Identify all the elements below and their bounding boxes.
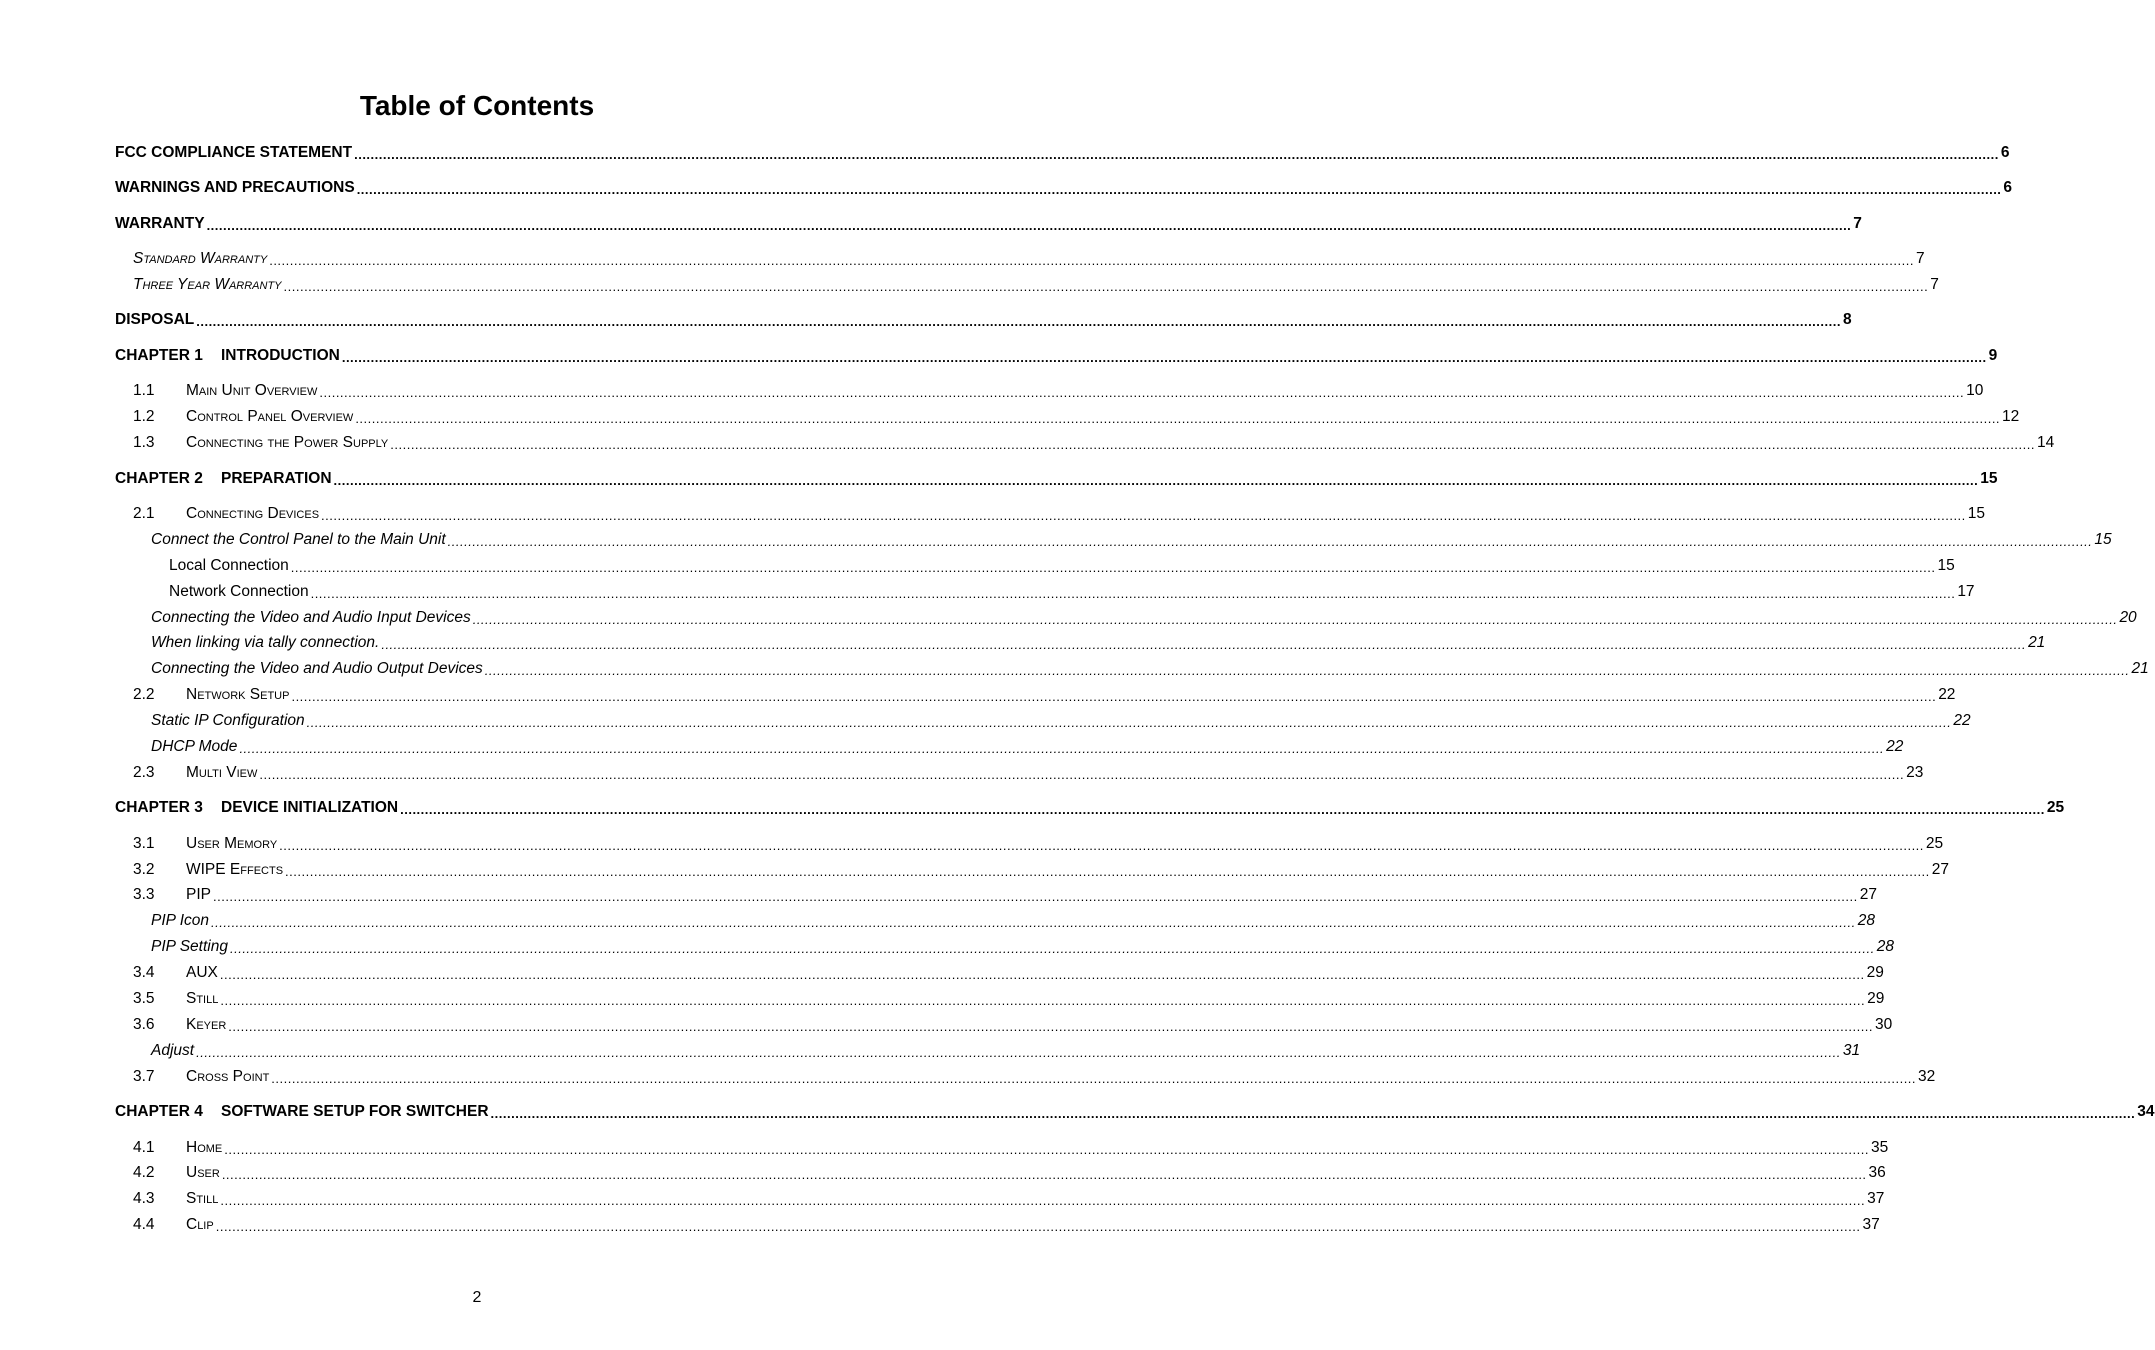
toc-entry-number: 1.3	[133, 434, 155, 451]
toc-entry[interactable]	[115, 797, 2065, 819]
toc-entry-page: 27	[1859, 886, 1877, 903]
toc-entry-label: DEVICE INITIALIZATION	[221, 799, 399, 816]
toc-entry-number: 2.1	[133, 505, 155, 522]
toc-entry[interactable]	[151, 658, 2149, 680]
toc-entry[interactable]	[133, 1014, 1893, 1036]
dot-leader: ................................................................................................................................................................................................................................................................................................................................................................................................................	[291, 689, 1937, 704]
toc-entry[interactable]	[133, 1214, 1880, 1236]
dot-leader: ................................................................................................................................................................................................................................................................................................................................................................................................................	[490, 1106, 2136, 1121]
toc-entry-label: AUX	[186, 964, 218, 981]
toc-entry-page: 15	[1980, 470, 1998, 487]
toc-entry[interactable]	[133, 406, 2020, 428]
toc-entry-number: 3.5	[133, 990, 155, 1007]
toc-entry-page: 25	[2046, 799, 2065, 816]
toc-entry-label: Standard Warranty	[133, 250, 268, 267]
dot-leader: ................................................................................................................................................................................................................................................................................................................................................................................................................	[319, 385, 1965, 400]
toc-entry-page: 25	[1925, 835, 1944, 852]
dot-leader: ................................................................................................................................................................................................................................................................................................................................................................................................................	[269, 253, 1914, 268]
toc-entry-page: 30	[1875, 1016, 1893, 1033]
dot-leader: ................................................................................................................................................................................................................................................................................................................................................................................................................	[228, 1019, 1874, 1034]
toc-entry-number: 3.3	[133, 886, 155, 903]
toc-entry-label: DISPOSAL	[115, 311, 195, 328]
toc-entry-number: 3.4	[133, 964, 155, 981]
page-title: Table of Contents	[359, 90, 595, 121]
toc-entry-page: 22	[1886, 738, 1904, 755]
toc-entry[interactable]	[133, 1137, 1889, 1159]
toc-entry-page: 9	[1988, 347, 1998, 364]
toc-entry-page: 10	[1966, 382, 1984, 399]
toc-entry[interactable]	[133, 684, 1956, 706]
toc-entry-page: 15	[2094, 531, 2112, 548]
toc-entry[interactable]	[115, 468, 1998, 490]
toc-entry-number: CHAPTER 4	[115, 1103, 203, 1120]
dot-leader: ................................................................................................................................................................................................................................................................................................................................................................................................................	[221, 1167, 1867, 1182]
toc-entry[interactable]	[133, 432, 2055, 454]
toc-entry[interactable]	[151, 632, 2046, 654]
toc-entry[interactable]	[151, 529, 2112, 551]
toc-entry[interactable]	[115, 345, 1998, 367]
toc-entry-label: Connecting Devices	[186, 505, 320, 522]
dot-leader: ................................................................................................................................................................................................................................................................................................................................................................................................................	[355, 411, 2001, 426]
toc-entry-label: Still	[186, 1190, 219, 1207]
toc-entry-label: Multi View	[186, 764, 258, 781]
toc-entry-number: 4.2	[133, 1164, 155, 1181]
toc-entry-label: User Memory	[186, 835, 278, 852]
toc-entry-label: Cross Point	[186, 1068, 270, 1085]
toc-entry[interactable]	[133, 884, 1877, 906]
toc-entry-label: User	[186, 1164, 220, 1181]
toc-entry[interactable]	[169, 555, 1955, 577]
toc-entry[interactable]	[151, 910, 1875, 932]
toc-entry[interactable]	[133, 1162, 1886, 1184]
toc-entry-page: 34	[2137, 1103, 2155, 1120]
toc-entry[interactable]	[151, 607, 2137, 629]
toc-entry-number: 3.7	[133, 1068, 155, 1085]
toc-entry-label: FCC COMPLIANCE STATEMENT	[115, 144, 353, 161]
toc-entry-page: 22	[1938, 686, 1956, 703]
toc-entry[interactable]	[115, 142, 2010, 164]
toc-entry-number: 4.4	[133, 1216, 155, 1233]
dot-leader: ................................................................................................................................................................................................................................................................................................................................................................................................................	[279, 838, 1924, 853]
toc-entry[interactable]	[151, 736, 1904, 758]
toc-entry[interactable]	[151, 1040, 1861, 1062]
toc-entry-page: 21	[2028, 634, 2046, 651]
toc-entry-number: 3.6	[133, 1016, 155, 1033]
toc-entry[interactable]	[133, 274, 1939, 296]
dot-leader: ................................................................................................................................................................................................................................................................................................................................................................................................................	[259, 767, 1905, 782]
toc-entry-label: WIPE Effects	[186, 861, 284, 878]
toc-entry-label: Keyer	[186, 1016, 227, 1033]
toc-entry-page: 14	[2037, 434, 2055, 451]
toc-entry-label: PIP Icon	[151, 912, 210, 929]
dot-leader: ................................................................................................................................................................................................................................................................................................................................................................................................................	[220, 1193, 1866, 1208]
dot-leader: ................................................................................................................................................................................................................................................................................................................................................................................................................	[212, 889, 1858, 904]
toc-entry-page: 29	[1866, 964, 1884, 981]
toc-entry[interactable]	[169, 581, 1975, 603]
toc-entry-label: Local Connection	[169, 557, 289, 574]
dot-leader: ................................................................................................................................................................................................................................................................................................................................................................................................................	[285, 864, 1930, 879]
toc-entry[interactable]	[133, 1066, 1936, 1088]
toc-entry-label: SOFTWARE SETUP FOR SWITCHER	[221, 1103, 489, 1120]
dot-leader: ................................................................................................................................................................................................................................................................................................................................................................................................................	[206, 218, 1852, 233]
toc-entry-page: 7	[1853, 215, 1862, 232]
dot-leader: ................................................................................................................................................................................................................................................................................................................................................................................................................	[220, 993, 1866, 1008]
toc-entry-label: Connecting the Video and Audio Output Devices	[151, 660, 483, 677]
toc-entry-label: Static IP Configuration	[151, 712, 305, 729]
toc-entry-number: 3.2	[133, 861, 155, 878]
toc-entry[interactable]	[115, 213, 1862, 235]
toc-entry-page: 12	[2002, 408, 2020, 425]
dot-leader: ................................................................................................................................................................................................................................................................................................................................................................................................................	[310, 586, 1956, 601]
toc-entry-page: 20	[2119, 609, 2137, 626]
toc-entry[interactable]	[151, 710, 1971, 732]
toc-entry-label: Network Setup	[186, 686, 290, 703]
toc-entry-label: Adjust	[151, 1042, 195, 1059]
toc-entry-label: Connect the Control Panel to the Main Unit	[151, 531, 446, 548]
toc-entry-page: 23	[1906, 764, 1924, 781]
dot-leader: ................................................................................................................................................................................................................................................................................................................................................................................................................	[229, 941, 1875, 956]
toc-entry-page: 22	[1953, 712, 1971, 729]
toc-entry-label: Main Unit Overview	[186, 382, 318, 399]
toc-entry-label: Connecting the Power Supply	[186, 434, 389, 451]
dot-leader: ................................................................................................................................................................................................................................................................................................................................................................................................................	[447, 534, 2093, 549]
dot-leader: ................................................................................................................................................................................................................................................................................................................................................................................................................	[219, 967, 1865, 982]
dot-leader: ................................................................................................................................................................................................................................................................................................................................................................................................................	[283, 279, 1929, 294]
toc-entry-number: 4.3	[133, 1190, 155, 1207]
toc-entry-page: 37	[1862, 1216, 1880, 1233]
toc-entry-page: 37	[1867, 1190, 1885, 1207]
toc-entry-page: 28	[1876, 938, 1894, 955]
toc-entry-label: Home	[186, 1139, 223, 1156]
toc-entry[interactable]	[133, 503, 1986, 525]
toc-entry-page: 21	[2131, 660, 2149, 677]
toc-entry-number: 1.2	[133, 408, 155, 425]
toc-entry-page: 17	[1957, 583, 1975, 600]
toc-entry-page: 15	[1937, 557, 1955, 574]
toc-entry-label: Three Year Warranty	[133, 276, 282, 293]
toc-entry-number: 1.1	[133, 382, 155, 399]
toc-entry-label: WARNINGS AND PRECAUTIONS	[115, 179, 355, 196]
dot-leader: ................................................................................................................................................................................................................................................................................................................................................................................................................	[224, 1142, 1869, 1157]
toc-entry[interactable]	[115, 1101, 2155, 1123]
toc-entry-number: 3.1	[133, 835, 155, 852]
dot-leader: ................................................................................................................................................................................................................................................................................................................................................................................................................	[390, 437, 2035, 452]
toc-entry-label: Control Panel Overview	[186, 408, 354, 425]
dot-leader: ................................................................................................................................................................................................................................................................................................................................................................................................................	[484, 663, 2130, 678]
toc-entry[interactable]	[115, 309, 1852, 331]
toc-entry[interactable]	[133, 1188, 1885, 1210]
toc-entry-label: Network Connection	[169, 583, 309, 600]
toc-entry-page: 15	[1967, 505, 1986, 522]
toc-entry[interactable]	[115, 177, 2013, 199]
toc-entry[interactable]	[133, 833, 1944, 855]
toc-entry-number: CHAPTER 1	[115, 347, 203, 364]
toc-entry-page: 29	[1867, 990, 1885, 1007]
toc-entry-page: 27	[1931, 861, 1950, 878]
page-number: 2	[472, 1289, 482, 1306]
toc-entry-page: 7	[1915, 250, 1925, 267]
toc-entry-label: PIP	[186, 886, 211, 903]
dot-leader: ................................................................................................................................................................................................................................................................................................................................................................................................................	[354, 147, 1999, 162]
dot-leader: ................................................................................................................................................................................................................................................................................................................................................................................................................	[306, 715, 1952, 730]
toc-entry-label: When linking via tally connection.	[151, 634, 380, 651]
toc-entry[interactable]	[133, 988, 1885, 1010]
toc-entry-page: 6	[2000, 144, 2010, 161]
toc-entry[interactable]	[133, 380, 1984, 402]
dot-leader: ................................................................................................................................................................................................................................................................................................................................................................................................................	[196, 1045, 1841, 1060]
toc-entry[interactable]	[133, 762, 1924, 784]
toc-entry-label: INTRODUCTION	[221, 347, 340, 364]
dot-leader: ................................................................................................................................................................................................................................................................................................................................................................................................................	[356, 182, 2002, 197]
toc-entry-page: 8	[1842, 311, 1852, 328]
toc-entry-label: PIP Setting	[151, 938, 228, 955]
dot-leader: ................................................................................................................................................................................................................................................................................................................................................................................................................	[321, 508, 1966, 523]
toc-entry-page: 32	[1918, 1068, 1936, 1085]
toc-entry-label: DHCP Mode	[151, 738, 238, 755]
toc-entry[interactable]	[133, 859, 1950, 881]
dot-leader: ................................................................................................................................................................................................................................................................................................................................................................................................................	[381, 637, 2027, 652]
dot-leader: ................................................................................................................................................................................................................................................................................................................................................................................................................	[290, 560, 1936, 575]
toc-entry-number: 2.2	[133, 686, 155, 703]
toc-entry-number: CHAPTER 2	[115, 470, 203, 487]
toc-entry-label: PREPARATION	[221, 470, 332, 487]
toc-entry-label: WARRANTY	[115, 215, 205, 232]
dot-leader: ................................................................................................................................................................................................................................................................................................................................................................................................................	[472, 612, 2118, 627]
toc-entry[interactable]	[133, 248, 1925, 270]
toc-entry-number: 4.1	[133, 1139, 155, 1156]
toc-entry-label: Connecting the Video and Audio Input Devices	[151, 609, 471, 626]
toc-entry-page: 7	[1930, 276, 1939, 293]
toc-entry[interactable]	[133, 962, 1884, 984]
dot-leader: ................................................................................................................................................................................................................................................................................................................................................................................................................	[211, 915, 1856, 930]
dot-leader: ................................................................................................................................................................................................................................................................................................................................................................................................................	[239, 741, 1885, 756]
dot-leader: ................................................................................................................................................................................................................................................................................................................................................................................................................	[196, 314, 1841, 329]
toc-entry-label: Still	[186, 990, 219, 1007]
toc-entry-page: 31	[1842, 1042, 1861, 1059]
dot-leader: ................................................................................................................................................................................................................................................................................................................................................................................................................	[271, 1071, 1917, 1086]
toc-entry-page: 35	[1870, 1139, 1889, 1156]
dot-leader: ................................................................................................................................................................................................................................................................................................................................................................................................................	[341, 350, 1987, 365]
dot-leader: ................................................................................................................................................................................................................................................................................................................................................................................................................	[400, 802, 2045, 817]
toc-entry-page: 28	[1857, 912, 1875, 929]
toc-entry-number: 2.3	[133, 764, 155, 781]
toc-entry-label: Clip	[186, 1216, 214, 1233]
toc-entry-page: 6	[2003, 179, 2013, 196]
toc-entry-page: 36	[1868, 1164, 1886, 1181]
dot-leader: ................................................................................................................................................................................................................................................................................................................................................................................................................	[215, 1219, 1861, 1234]
toc-entry-number: CHAPTER 3	[115, 799, 203, 816]
toc-entry[interactable]	[151, 936, 1894, 958]
dot-leader: ................................................................................................................................................................................................................................................................................................................................................................................................................	[333, 473, 1979, 488]
